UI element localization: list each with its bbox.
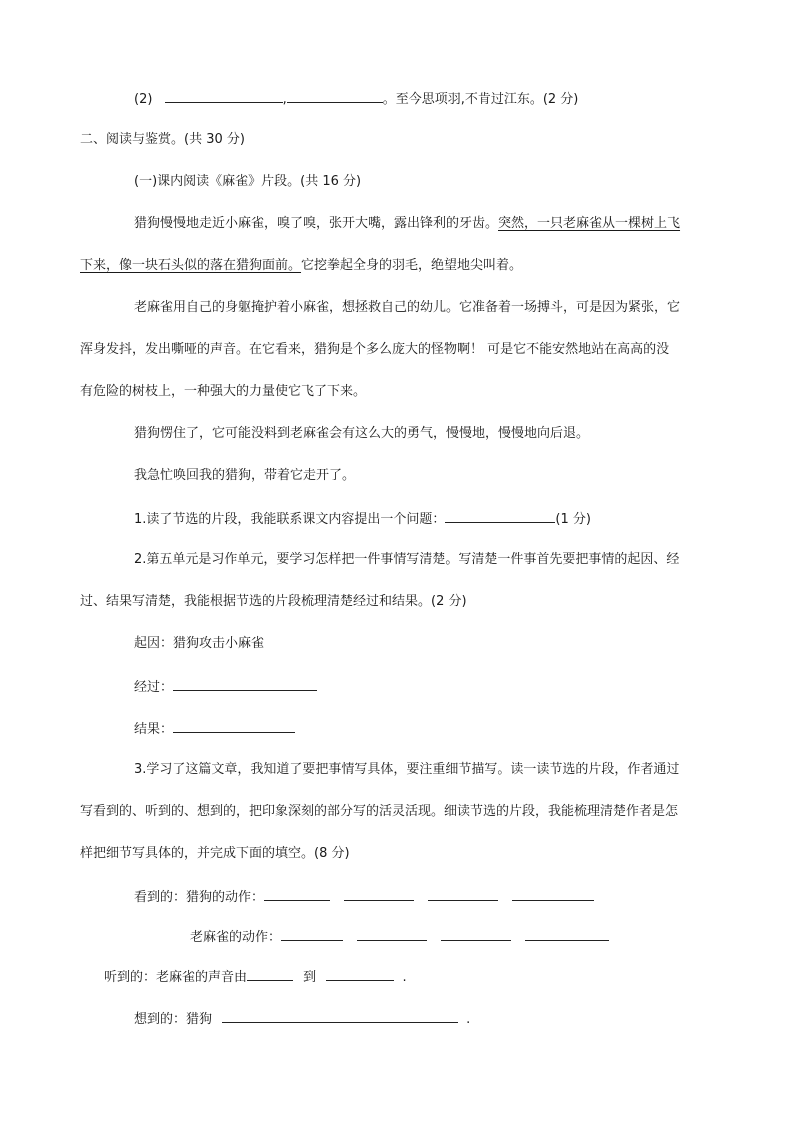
answer-blank[interactable] [441, 926, 511, 941]
answer-blank[interactable] [173, 718, 295, 733]
fill-item-2 [134, 88, 578, 110]
answer-blank[interactable] [326, 966, 394, 981]
underlined-sentence: 下来，像一块石头似的落在猎狗面前。 [80, 258, 302, 273]
answer-blank[interactable] [165, 88, 283, 103]
heard-row: 听到的：老麻雀的声音由 到 . [104, 966, 407, 988]
answer-blank[interactable] [512, 886, 594, 901]
passage-line: 我急忙唤回我的猎狗，带着它走开了。 [134, 468, 356, 483]
cause-text: 起因：猎狗攻击小麻雀 [134, 636, 265, 651]
poem-tail: 。至今思项羽,不肯过江东。(2 分) [382, 92, 579, 107]
answer-blank[interactable] [287, 88, 383, 103]
score: (1 分) [555, 512, 591, 527]
answer-blank[interactable] [445, 508, 555, 523]
answer-blank[interactable] [428, 886, 498, 901]
passage-line: 浑身发抖，发出嘶哑的声音。在它看来，猎狗是个多么庞大的怪物啊！ 可是它不能安然地站在高高的没 [80, 342, 670, 357]
answer-blank[interactable] [247, 966, 293, 981]
passage-line: 下来，像一块石头似的落在猎狗面前。它挖拳起全身的羽毛，绝望地尖叫着。 [80, 258, 523, 273]
question-3-line: 3.学习了这篇文章，我知道了要把事情写具体，要注重细节描写。读一读节选的片段，作者通过 [134, 762, 680, 777]
answer-blank[interactable] [173, 676, 317, 691]
answer-blank[interactable] [281, 926, 343, 941]
question-2-line: 2.第五单元是习作单元，要学习怎样把一件事情写清楚。写清楚一件事首先要把事情的起因、经 [134, 552, 680, 567]
section-heading: 二、阅读与鉴赏。(共 30 分) [80, 132, 245, 147]
answer-blank[interactable] [344, 886, 414, 901]
thought-row: 想到的：猎狗 . [134, 1008, 470, 1030]
passage-line: 老麻雀用自己的身躯掩护着小麻雀，想拯救自己的幼儿。它准备着一场搏斗，可是因为紧张，它 [134, 300, 681, 315]
answer-blank[interactable] [357, 926, 427, 941]
answer-blank[interactable] [264, 886, 330, 901]
question-2-line: 过、结果写清楚，我能根据节选的片段梳理清楚经过和结果。(2 分) [80, 594, 467, 609]
underlined-sentence: 突然，一只老麻雀从一棵树上飞 [498, 216, 681, 231]
passage-line: 猎狗愣住了，它可能没料到老麻雀会有这么大的勇气，慢慢地，慢慢地向后退。 [134, 426, 590, 441]
subsection-heading: (一)课内阅读《麻雀》片段。(共 16 分) [134, 174, 362, 189]
question-3-line: 写看到的、听到的、想到的，把印象深刻的部分写的活灵活现。细读节选的片段，我能梳理清楚作者是怎 [80, 804, 679, 819]
result-row: 结果： [134, 718, 295, 740]
seen-row: 看到的：猎狗的动作： [134, 886, 594, 908]
question-1: 1.读了节选的片段，我能联系课文内容提出一个问题： (1 分) [134, 508, 591, 530]
process-row: 经过： [134, 676, 317, 698]
passage-line: 有危险的树枝上，一种强大的力量使它飞了下来。 [80, 384, 367, 399]
item-number: (2) [134, 92, 153, 107]
old-sparrow-row: 老麻雀的动作： [190, 926, 609, 948]
answer-blank[interactable] [525, 926, 609, 941]
comma: , [282, 92, 287, 107]
passage-line: 猎狗慢慢地走近小麻雀，嗅了嗅，张开大嘴，露出锋利的牙齿。突然，一只老麻雀从一棵树上飞 [134, 216, 681, 231]
question-3-line: 样把细节写具体的，并完成下面的填空。(8 分) [80, 846, 350, 861]
answer-blank[interactable] [222, 1008, 458, 1023]
